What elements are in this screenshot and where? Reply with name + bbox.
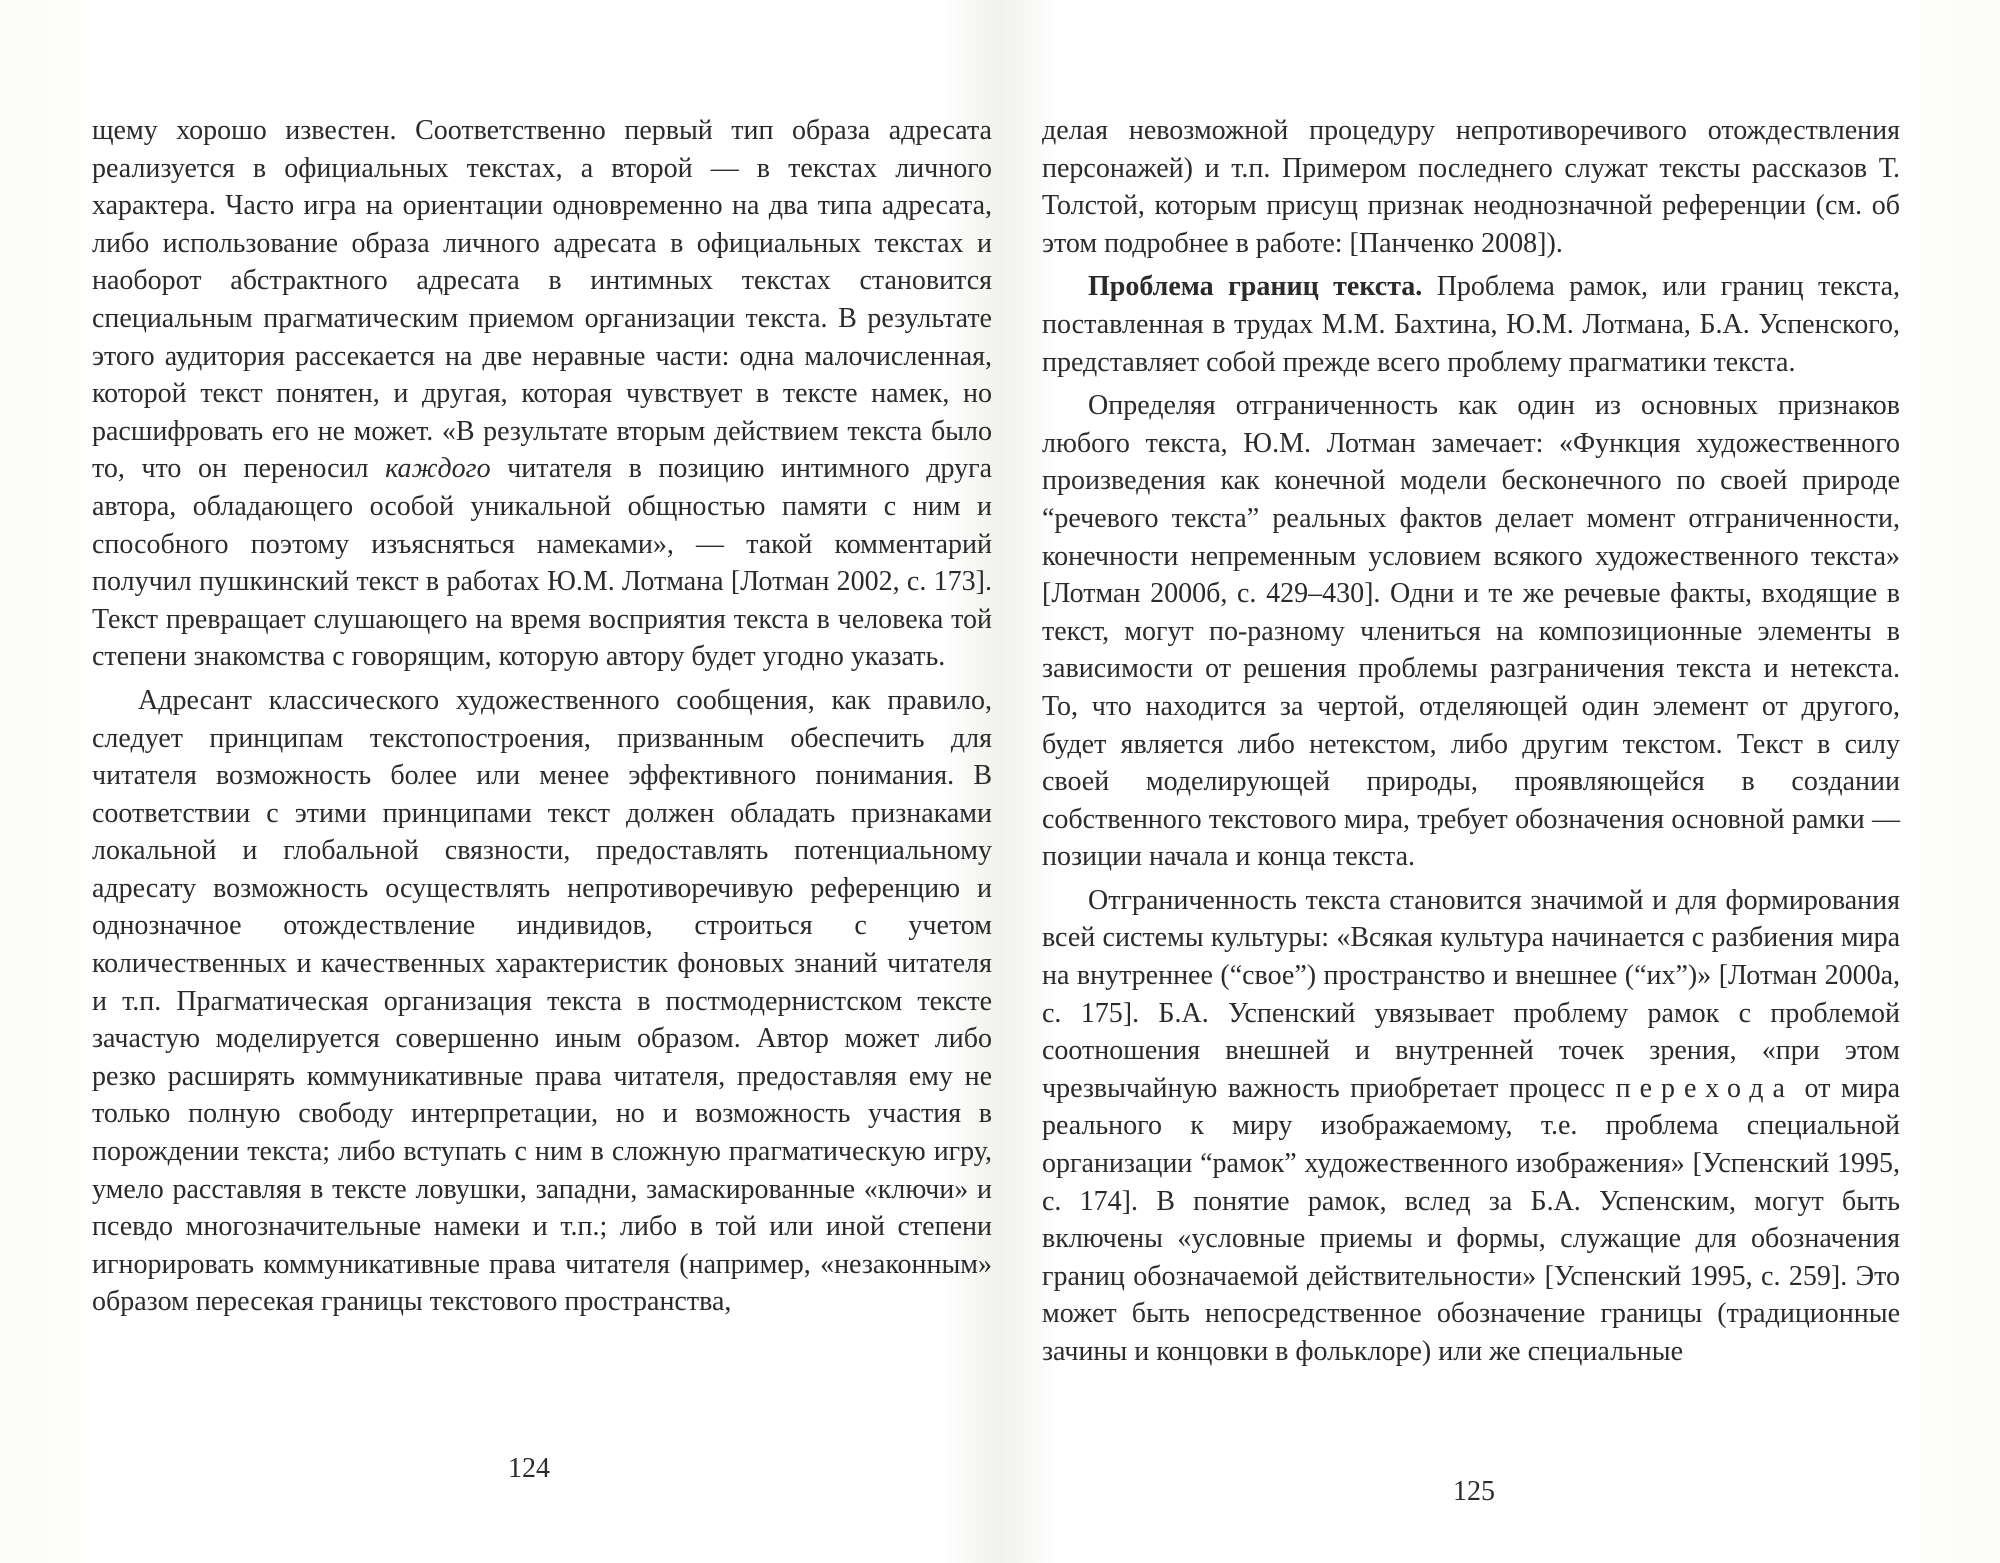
right-page <box>1042 112 1900 1371</box>
paragraph <box>1042 268 1900 381</box>
page-number: 124 <box>508 1453 550 1484</box>
paragraph-text: от мира реального к миру изображаемому, т.е. проблема специальной организации “рамок” художественного изображения» [Успенский 1995, с. 174]. В понятие рамок, вслед за Б.А. Успенским, могут быть включены «условные приемы и формы, служащие для обозначения границ обозначаемой действительности» [Успенский 1995, с. 259]. Это может быть непосредственное обозначение границы (традиционные зачины и концовки в фольклоре) или же специальные <box>1042 1072 1900 1367</box>
section-heading: Проблема границ текста. <box>1088 271 1423 303</box>
paragraph-text: Адресант классического художественного сообщения, как правило, следует принципам текстопостроения, призванным обеспечить для читателя возможность более или менее эффективного понимания. В соответствии с этими принципами текст должен обладать признаками локальной и глобальной связности, предоставлять потенциальному адресату возможность осуществлять непротиворечивую референцию и однозначное отождествление индивидов, строиться с учетом количественных и качественных характеристик фоновых знаний читателя и т.п. Прагматическая организация текста в постмодернистском тексте зачастую моделируется совершенно иным образом. Автор может либо резко расширять коммуникативные права читателя, предоставляя ему не только полную свободу интерпретации, но и возможность участия в порождении текста; либо вступать с ним в сложную прагматическую игру, умело расставляя в тексте ловушки, западни, замаскированные «ключи» и псевдо многозначительные намеки и т.п.; либо в той или иной степени игнорировать коммуникативные права читателя (например, «незаконным» образом пересекая границы текстового пространства, <box>92 684 992 1318</box>
paragraph-text: Отграниченность текста становится значимой и для формирования всей системы культуры: «Всякая культура начинается с разбиения мира на внутреннее (“свое”) пространство и внешнее (“их”)» [Лотман 2000а, с. 175]. Б.А. Успенский увязывает проблему рамок с проблемой соотношения внешней и внутренней точек зрения, «при этом чрезвычайную важность приобретает процесс <box>1042 884 1900 1104</box>
paragraph-text: делая невозможной процедуру непротиворечивого отождествления персонажей) и т.п. Примером последнего служат тексты рассказов Т. Толстой, которым присущ признак неоднозначной референции (см. об этом подробнее в работе: [Панченко 2008]). <box>1042 115 1900 259</box>
paragraph <box>92 112 992 676</box>
paragraph-text: Определяя отграниченность как один из основных признаков любого текста, Ю.М. Лотман замечает: «Функция художественного произведения как конечной модели бесконечного по своей природе “речевого текста” реальных фактов делает момент отграниченности, конечности непременным условием всякого художественного текста» [Лотман 2000б, с. 429–430]. Одни и те же речевые факты, входящие в текст, могут по-разному члениться на композиционные элементы в зависимости от решения проблемы разграничения текста и нетекста. То, что находится за чертой, отделяющей один элемент от другого, будет является либо нетекстом, либо другим текстом. Текст в силу своей моделирующей природы, проявляющейся в создании собственного текстового мира, требует обозначения основной рамки — позиции начала и конца текста. <box>1042 390 1900 873</box>
italic-emphasis: каждого <box>385 453 491 485</box>
left-page <box>92 112 992 1321</box>
paragraph-text: читателя в позицию интимного друга автора, обладающего особой уникальной общностью памяти с ним и способного поэтому изъясняться намеками», — такой комментарий получил пушкинский текст в работах Ю.М. Лотмана [Лотман 2002, с. 173]. Текст превращает слушающего на время восприятия текста в человека той степени знакомства с говорящим, которую автору будет угодно указать. <box>92 453 993 673</box>
spaced-emphasis: перехода <box>1615 1072 1794 1104</box>
paragraph-text: Проблема рамок, или границ текста, поставленная в трудах М.М. Бахтина, Ю.М. Лотмана, Б.А. Успенского, представляет собой прежде всего проблему прагматики текста. <box>1042 271 1901 378</box>
paragraph <box>92 682 992 1321</box>
page-number: 125 <box>1453 1476 1495 1507</box>
paragraph <box>1042 112 1900 262</box>
paragraph <box>1042 882 1900 1371</box>
paragraph-text: щему хорошо известен. Соответственно первый тип образа адресата реализуется в официальных текстах, а второй — в текстах личного характера. Часто игра на ориентации одновременно на два типа адресата, либо использование образа личного адресата в официальных текстах и наоборот абстрактного адресата в интимных текстах становится специальным прагматическим приемом организации текста. В результате этого аудитория рассекается на две неравные части: одна малочисленная, которой текст понятен, и другая, которая чувствует в тексте намек, но расшифровать его не может. «В результате вторым действием текста было то, что он переносил <box>92 115 992 485</box>
paragraph <box>1042 387 1900 876</box>
